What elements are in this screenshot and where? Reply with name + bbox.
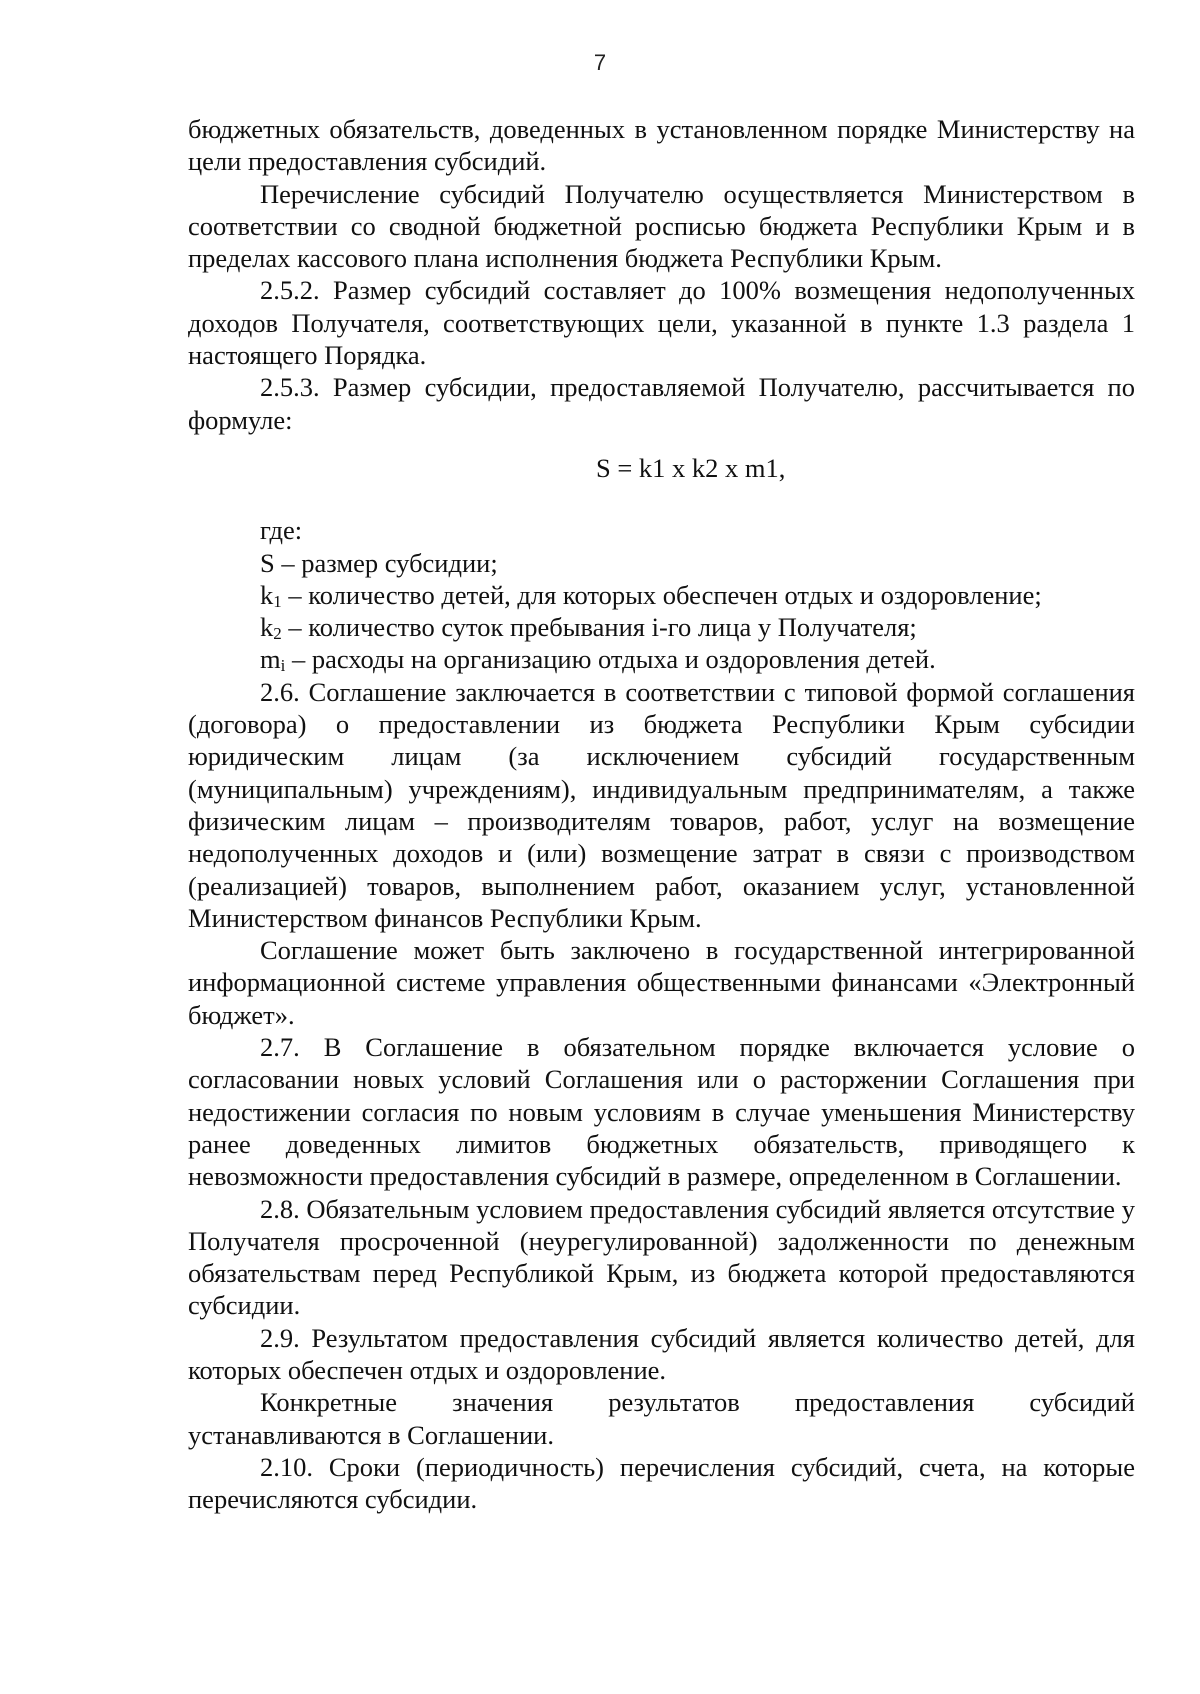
paragraph-2-9: 2.9. Результатом предоставления субсидий является количество детей, для которых обеспечен отдых и оздоровление. bbox=[188, 1322, 1135, 1385]
subscript: i bbox=[280, 656, 286, 676]
paragraph-2-7: 2.7. В Соглашение в обязательном порядке включается условие о согласовании новых условий Соглашения или о расторжении Соглашения при недостижении согласия по новым условиям в случае уменьшения Министерству ранее доведенных лимитов бюджетных обязательств, приводящего к невозможности предоставления субсидий в размере, определенном в Соглашении. bbox=[188, 1032, 1135, 1192]
definition-k1 bbox=[188, 579, 1135, 611]
symbol-k: k bbox=[260, 612, 274, 643]
subscript: 1 bbox=[273, 591, 282, 611]
paragraph-2-5-2: 2.5.2. Размер субсидий составляет до 100% возмещения недополученных доходов Получателя, соответствующих цели, указанной в пункте 1.3 раздела 1 настоящего Порядка. bbox=[188, 275, 1135, 371]
paragraph-2-10: 2.10. Сроки (периодичность) перечисления субсидий, счета, на которые перечисляются субсидии. bbox=[188, 1451, 1135, 1515]
symbol-k: k bbox=[260, 579, 274, 610]
definition-text: – количество детей, для которых обеспечен отдых и оздоровление; bbox=[281, 579, 1042, 610]
definition-s: S – размер субсидии; bbox=[260, 547, 498, 578]
symbol-m: m bbox=[260, 644, 281, 675]
definition-m1 bbox=[188, 643, 1135, 675]
paragraph-2-6-electronic-budget: Соглашение может быть заключено в государственной интегрированной информационной системе управления общественными финансами «Электронный бюджет». bbox=[188, 935, 1135, 1030]
paragraph-budget-obligations: бюджетных обязательств, доведенных в установленном порядке Министерству на цели предоставления субсидий. bbox=[188, 114, 1135, 177]
definition-text: – расходы на организацию отдыха и оздоровления детей. bbox=[285, 644, 936, 675]
subsidy-formula: S = k1 x k2 x m1, bbox=[596, 452, 786, 483]
definition-k2 bbox=[188, 611, 1135, 643]
document-body bbox=[188, 113, 1135, 1515]
paragraph-2-6: 2.6. Соглашение заключается в соответствии с типовой формой соглашения (договора) о предоставлении из бюджета Республики Крым субсидии юридическим лицам (за исключением субсидий государственным (муниципальным) учреждениям), индивидуальным предпринимателям, а также физическим лицам – производителям товаров, работ, услуг на возмещение недополученных доходов и (или) возмещение затрат в связи с производством (реализацией) товаров, выполнением работ, оказанием услуг, установленной Министерством финансов Республики Крым. bbox=[188, 676, 1135, 933]
paragraph-2-9-values: Конкретные значения результатов предоставления субсидий устанавливаются в Соглашении. bbox=[188, 1387, 1135, 1450]
paragraph-transfer: Перечисление субсидий Получателю осуществляется Министерством в соответствии со сводной бюджетной росписью бюджета Республики Крым и в пределах кассового плана исполнения бюджета Республики Крым. bbox=[188, 178, 1135, 274]
paragraph-2-8: 2.8. Обязательным условием предоставления субсидий является отсутствие у Получателя просроченной (неурегулированной) задолженности по денежным обязательствам перед Республикой Крым, из бюджета которой предоставляются субсидии. bbox=[188, 1193, 1135, 1321]
definition-text: – количество суток пребывания i-го лица у Получателя; bbox=[281, 612, 917, 643]
paragraph-2-5-3: 2.5.3. Размер субсидии, предоставляемой Получателю, рассчитывается по формуле: bbox=[188, 372, 1135, 435]
formula-where: где: bbox=[260, 515, 303, 546]
page-number: 7 bbox=[593, 50, 607, 75]
subscript: 2 bbox=[273, 624, 282, 644]
